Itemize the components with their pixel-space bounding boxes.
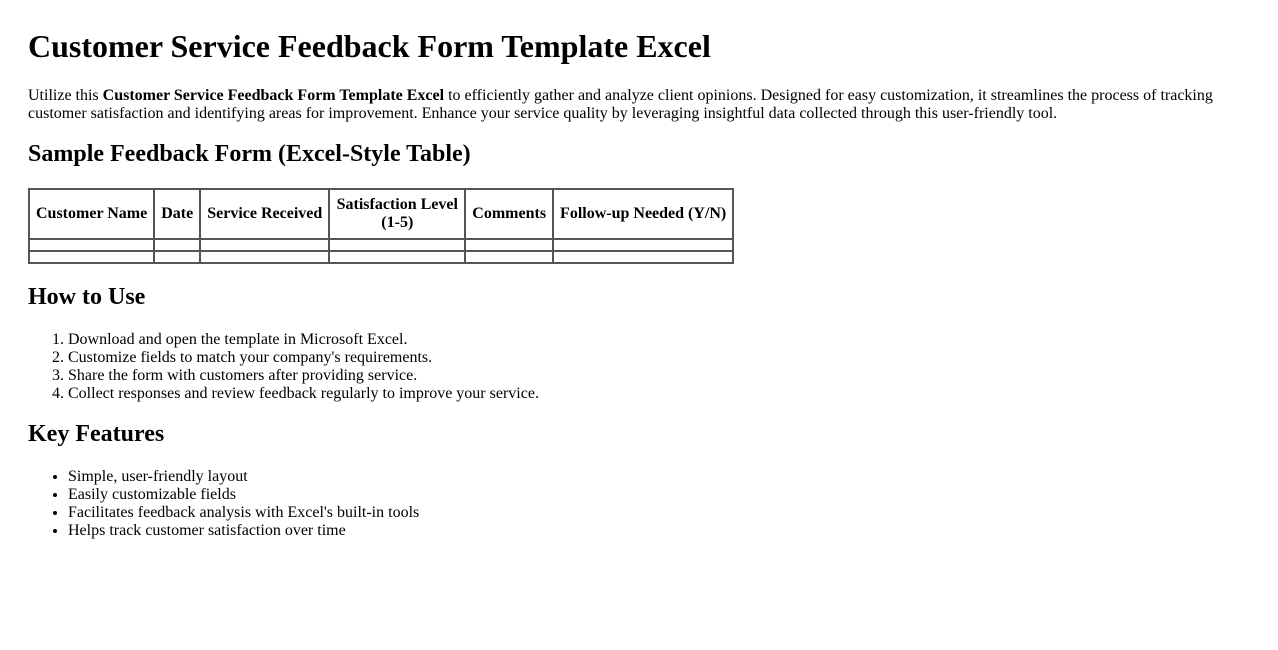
intro-paragraph <box>28 87 1228 123</box>
howto-list <box>28 331 1228 403</box>
cell[interactable] <box>154 239 200 251</box>
list-item: • Easily customizable fields <box>68 486 1228 504</box>
cell[interactable] <box>553 239 733 251</box>
col-comments: Comments <box>465 189 553 239</box>
col-service-received: Service Received <box>200 189 329 239</box>
table-row <box>29 251 733 263</box>
cell[interactable] <box>465 251 553 263</box>
cell[interactable] <box>200 239 329 251</box>
cell[interactable] <box>154 251 200 263</box>
table-row <box>29 239 733 251</box>
list-item: • Facilitates feedback analysis with Excel's built-in tools <box>68 504 1228 522</box>
list-item: • Simple, user-friendly layout <box>68 468 1228 486</box>
cell[interactable] <box>553 251 733 263</box>
table-header-row <box>29 189 733 239</box>
sample-heading: Sample Feedback Form (Excel-Style Table) <box>28 141 471 167</box>
col-follow-up: Follow-up Needed (Y/N) <box>553 189 733 239</box>
cell[interactable] <box>329 251 465 263</box>
intro-bold: Customer Service Feedback Form Template Excel <box>102 87 445 104</box>
list-item: • Helps track customer satisfaction over time <box>68 522 1228 540</box>
cell[interactable] <box>465 239 553 251</box>
feedback-table <box>28 188 734 264</box>
page-title: Customer Service Feedback Form Template Excel <box>28 28 711 64</box>
col-satisfaction: Satisfaction Level (1-5) <box>329 189 465 239</box>
features-list <box>28 468 1228 540</box>
intro-text: Utilize this <box>28 87 103 104</box>
howto-heading: How to Use <box>28 284 146 310</box>
col-date: Date <box>154 189 200 239</box>
col-customer-name: Customer Name <box>29 189 154 239</box>
list-item: 1. Download and open the template in Microsoft Excel. <box>68 331 1228 349</box>
cell[interactable] <box>29 239 154 251</box>
list-item: 4. Collect responses and review feedback regularly to improve your service. <box>68 385 1228 403</box>
list-item: 3. Share the form with customers after providing service. <box>68 367 1228 385</box>
list-item: 2. Customize fields to match your company's requirements. <box>68 349 1228 367</box>
cell[interactable] <box>29 251 154 263</box>
features-heading: Key Features <box>28 421 165 447</box>
cell[interactable] <box>200 251 329 263</box>
cell[interactable] <box>329 239 465 251</box>
intro-text-rest: to efficiently gather and analyze client opinions. Designed for easy customization, it streamlines the process of tracking customer satisfaction and identifying areas for improvement. Enhance your service quality by leveraging insightful data collected through this user-friendly tool. <box>28 87 1213 122</box>
